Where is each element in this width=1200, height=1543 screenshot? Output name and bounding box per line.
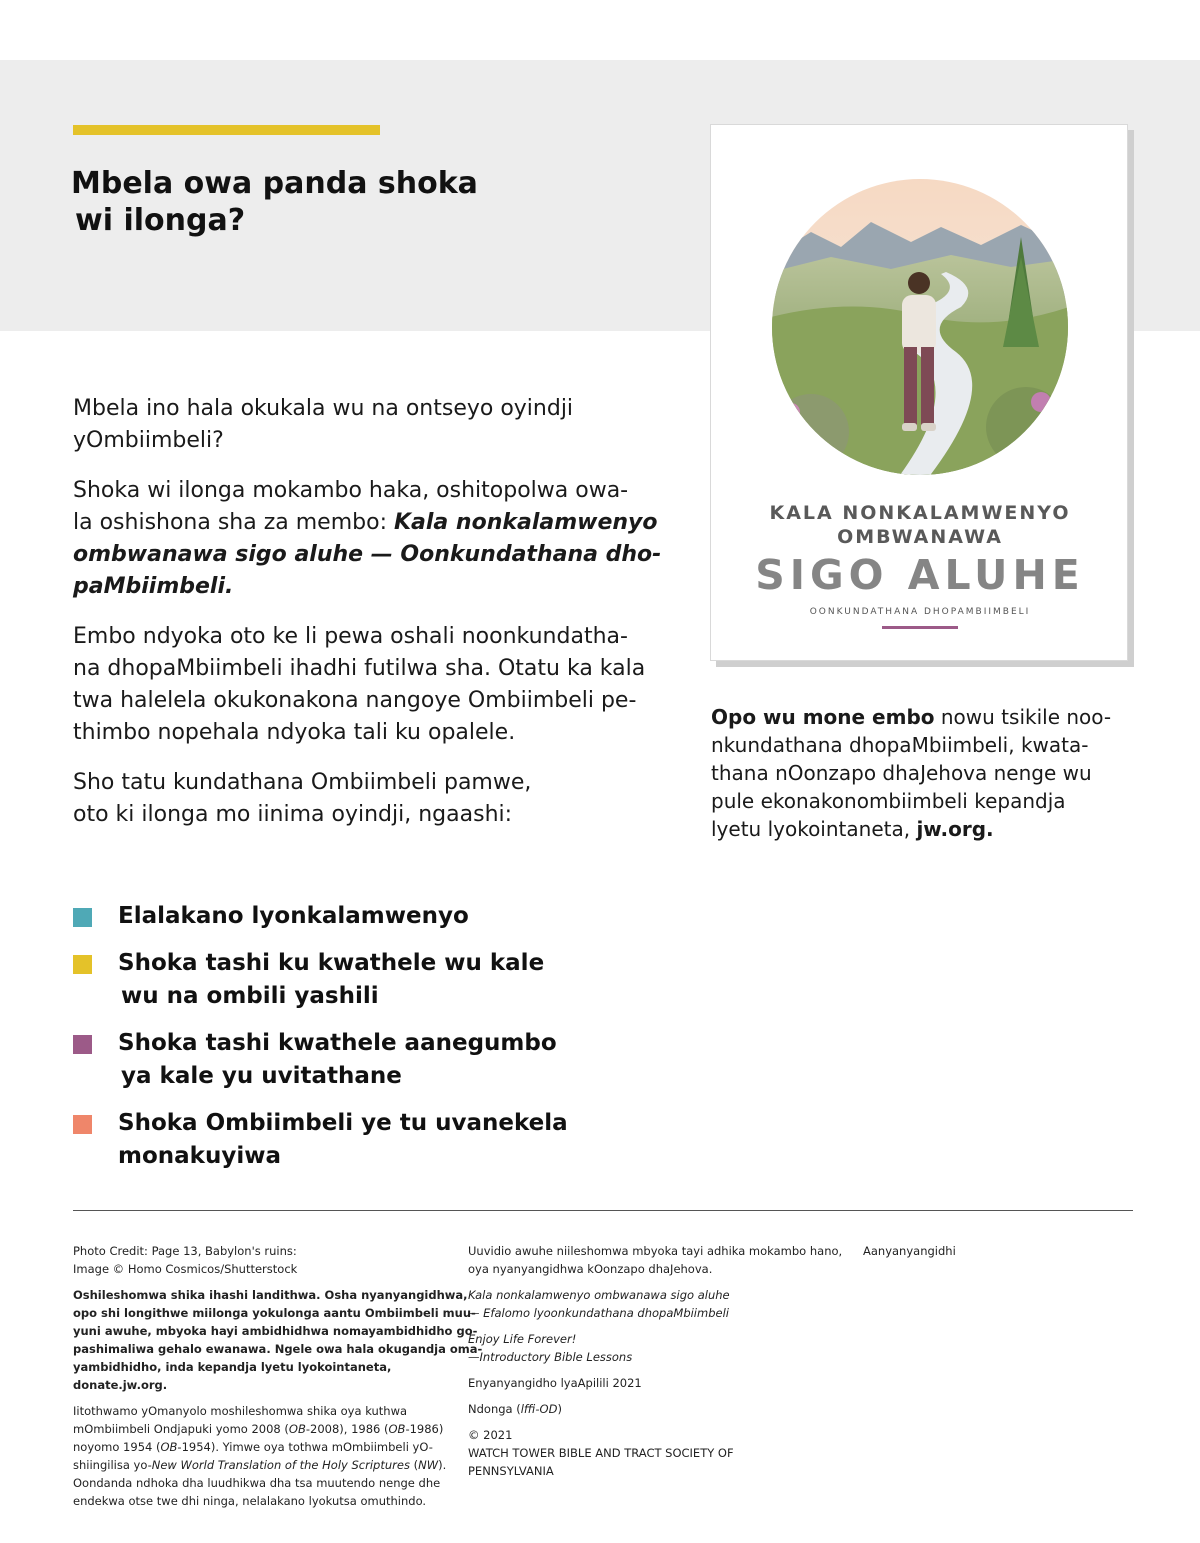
- text-fragment: (: [409, 1458, 419, 1472]
- teal-square-icon: [73, 908, 92, 927]
- text-fragment: la oshishona sha za membo:: [73, 510, 394, 535]
- cover-title-line: KALA NONKALAMWENYO: [769, 502, 1071, 524]
- text-line: [73, 1420, 443, 1438]
- photo-credit: [73, 1242, 443, 1278]
- text-line: twa halelela okukonakona nangoye Ombiimbeli pe-: [73, 688, 637, 713]
- text-line: Shoka wi ilonga mokambo haka, oshitopolwa owa-: [73, 478, 629, 503]
- paragraph-1: [73, 393, 673, 457]
- text-fragment: ).: [438, 1458, 447, 1472]
- text-fragment: OB: [388, 1422, 406, 1436]
- topic-list: [73, 900, 593, 1187]
- english-title: [468, 1330, 838, 1366]
- text-line: Image © Homo Cosmicos/Shutterstock: [73, 1262, 298, 1276]
- paragraph-4: [73, 767, 673, 831]
- text-fragment: -2008), 1986 (: [305, 1422, 389, 1436]
- text-line: yuni awuhe, mbyoka hayi ambidhidhwa nomayambidhidho go-: [73, 1324, 478, 1338]
- page-title-line2: wi ilonga?: [75, 203, 246, 238]
- text-line: endekwa otse twe dhi ninga, nelalakano lyokutsa omuthindo.: [73, 1494, 427, 1508]
- text-fragment: shiingilisa yo-: [73, 1458, 152, 1472]
- text-line: yambidhidho, inda kepandja lyetu lyokointaneta,: [73, 1360, 392, 1374]
- publisher-label: Aanyanyangidhi: [863, 1244, 956, 1258]
- text-line: — Efalomo lyoonkundathana dhopaMbiimbeli: [468, 1306, 729, 1320]
- text-line: WATCH TOWER BIBLE AND TRACT SOCIETY OF: [468, 1446, 734, 1460]
- text-line: Embo ndyoka oto ke li pewa oshali noonkundatha-: [73, 624, 628, 649]
- list-item-text: ya kale yu uvitathane: [121, 1063, 402, 1089]
- list-item-text: wu na ombili yashili: [121, 983, 379, 1009]
- text-fragment: New World Translation of the Holy Scriptures: [151, 1458, 410, 1472]
- donation-note: [73, 1286, 483, 1394]
- text-line: [73, 1438, 443, 1456]
- footer-column-1: [73, 1242, 483, 1518]
- text-fragment: -1986): [405, 1422, 444, 1436]
- donate-link[interactable]: donate.jw.org.: [73, 1378, 168, 1392]
- text-fragment: mOmbiimbeli Ondjapuki yomo 2008 (: [73, 1422, 289, 1436]
- text-line: na dhopaMbiimbeli ihadhi futilwa sha. Otatu ka kala: [73, 656, 646, 681]
- sidebar-lead: Opo wu mone embo: [711, 705, 935, 729]
- yellow-square-icon: [73, 955, 92, 974]
- text-line: nkundathana dhopaMbiimbeli, kwata-: [711, 733, 1089, 757]
- text-line: Kala nonkalamwenyo ombwanawa sigo aluhe: [468, 1288, 730, 1302]
- jw-org-link[interactable]: jw.org.: [916, 817, 994, 841]
- text-fragment: lffi-OD: [520, 1402, 558, 1416]
- cover-rule: [882, 626, 958, 629]
- text-fragment: NW: [418, 1458, 439, 1472]
- text-line: opo shi longithwe miilonga yokulonga aantu Ombiimbeli muu-: [73, 1306, 476, 1320]
- text-fragment: OB: [160, 1440, 178, 1454]
- bible-translation-note: [73, 1402, 447, 1510]
- text-line: yOmbiimbeli?: [73, 428, 224, 453]
- text-line: pashimaliwa gehalo ewanawa. Ngele owa hala okugandja oma-: [73, 1342, 483, 1356]
- sidebar-note: [711, 703, 1111, 843]
- text-line: [711, 815, 1111, 843]
- coral-square-icon: [73, 1115, 92, 1134]
- text-line: [73, 507, 673, 539]
- body-text: [73, 393, 673, 849]
- list-item: [73, 1107, 593, 1173]
- accent-rule: [73, 125, 380, 135]
- text-line: thimbo nopehala ndyoka tali ku opalele.: [73, 720, 516, 745]
- text-line: Uuvidio awuhe niileshomwa mbyoka tayi adhika mokambo hano,: [468, 1244, 843, 1258]
- text-fragment: nowu tsikile noo-: [934, 705, 1112, 729]
- text-line: Iitothwamo yOmanyolo moshileshomwa shika oya kuthwa: [73, 1404, 408, 1418]
- text-line: Oondanda ndhoka dha luudhikwa dha tsa muutendo nenge dhe: [73, 1476, 441, 1490]
- text-line: —Introductory Bible Lessons: [468, 1350, 633, 1364]
- man-walking-path-illustration-icon: [771, 177, 1069, 487]
- cover-title-big: SIGO ALUHE: [755, 551, 1085, 599]
- text-line: pule ekonakonombiimbeli kepandja: [711, 789, 1066, 813]
- video-note: [468, 1242, 843, 1278]
- list-item: [73, 947, 593, 1013]
- text-fragment: lyetu lyokointaneta,: [711, 817, 917, 841]
- edition: Enyanyangidho lyaApilili 2021: [468, 1376, 642, 1390]
- text-line: Photo Credit: Page 13, Babylon's ruins:: [73, 1244, 297, 1258]
- paragraph-2: [73, 475, 673, 603]
- text-fragment: Ndonga (: [468, 1402, 521, 1416]
- list-item-text: Shoka tashi ku kwathele wu kale: [118, 950, 545, 976]
- cover-title-small: [711, 501, 1129, 549]
- text-line: Oshileshomwa shika ihashi landithwa. Osha nyanyangidhwa,: [73, 1288, 468, 1302]
- cover-title-line: OMBWANAWA: [837, 526, 1003, 548]
- text-line: [73, 1456, 447, 1474]
- footer-divider: [73, 1210, 1133, 1211]
- list-item-text: Shoka Ombiimbeli ye tu uvanekela: [118, 1110, 568, 1136]
- text-line: PENNSYLVANIA: [468, 1464, 554, 1478]
- local-title: [468, 1286, 838, 1322]
- text-fragment: -1954). Yimwe oya tothwa mOmbiimbeli yO-: [177, 1440, 433, 1454]
- list-item: [73, 1027, 593, 1093]
- text-fragment: ): [557, 1402, 562, 1416]
- book-title-fragment: Kala nonkalamwenyo: [393, 510, 658, 535]
- text-line: Enjoy Life Forever!: [468, 1332, 577, 1346]
- list-item-text: Shoka tashi kwathele aanegumbo: [118, 1030, 557, 1056]
- mauve-square-icon: [73, 1035, 92, 1054]
- footer-column-3: [863, 1242, 1113, 1268]
- text-line: © 2021: [468, 1428, 513, 1442]
- text-line: [711, 703, 1111, 731]
- copyright: [468, 1426, 838, 1480]
- text-fragment: OB: [288, 1422, 306, 1436]
- text-line: Mbela ino hala okukala wu na ontseyo oyindji: [73, 396, 574, 421]
- book-cover: [710, 124, 1128, 661]
- page-title-line1: Mbela owa panda shoka: [71, 166, 478, 201]
- cover-subtitle: OONKUNDATHANA DHOPAMBIIMBELI: [809, 607, 1031, 617]
- list-item-text: Elalakano lyonkalamwenyo: [118, 903, 469, 929]
- text-line: Sho tatu kundathana Ombiimbeli pamwe,: [73, 770, 532, 795]
- paragraph-3: [73, 621, 673, 749]
- text-line: oya nyanyangidhwa kOonzapo dhaJehova.: [468, 1262, 713, 1276]
- text-line: thana nOonzapo dhaJehova nenge wu: [711, 761, 1092, 785]
- list-item: [73, 900, 593, 933]
- text-fragment: noyomo 1954 (: [73, 1440, 161, 1454]
- book-title-fragment: paMbiimbeli.: [73, 574, 234, 599]
- footer-column-2: [468, 1242, 843, 1488]
- list-item-text: monakuyiwa: [118, 1143, 281, 1169]
- text-line: oto ki ilonga mo iinima oyindji, ngaashi:: [73, 802, 513, 827]
- page-title: [71, 165, 478, 239]
- book-title-fragment: ombwanawa sigo aluhe — Oonkundathana dho-: [73, 542, 662, 567]
- publication-code: [468, 1400, 838, 1418]
